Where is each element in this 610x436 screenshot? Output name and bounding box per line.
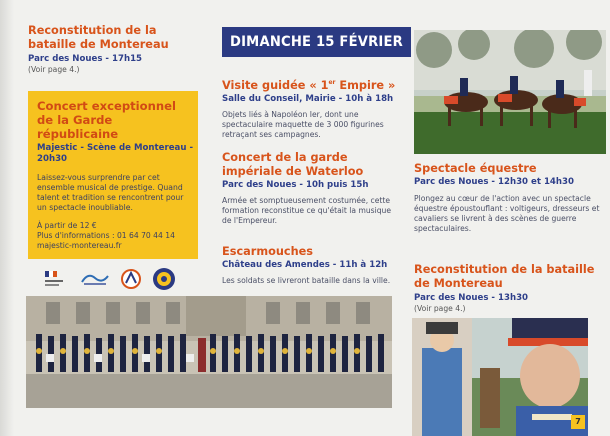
concert-title: Concert exceptionnel de la Garde républicaine: [37, 99, 176, 141]
waterloo-title: Concert de la garde impériale de Waterloo: [222, 151, 364, 178]
event-guided-tour: [222, 76, 402, 140]
event-equestrian-show: [414, 162, 600, 234]
tour-subtitle: Salle du Conseil, Mairie - 10h à 18h: [222, 93, 394, 104]
event-battle-reenactment-1: [28, 24, 204, 75]
tour-title: Visite guidée « 1er Empire »: [222, 78, 396, 92]
equestrian-subtitle: Parc des Noues - 12h30 et 14h30: [414, 177, 574, 187]
skirmish-subtitle: Château des Amendes - 11h à 12h: [222, 260, 388, 270]
cavalry-photo: [414, 30, 606, 154]
soldier-closeup-photo: [412, 318, 588, 436]
event-note: (Voir page 4.): [28, 65, 80, 74]
event-skirmishes: [222, 245, 402, 286]
event-waterloo-concert: [222, 151, 402, 226]
equestrian-description: Plongez au cœur de l'action avec un spectacle équestre époustouflant : voltigeurs, dresseurs et cavaliers se livrent à des scènes de guerre spectaculaires.: [414, 194, 600, 233]
page-number: 7: [571, 415, 585, 429]
garde-republicaine-logo: [152, 268, 176, 290]
concert-price: À partir de 12 €: [37, 221, 97, 230]
tour-description: Objets liés à Napoléon Ier, dont une spectaculaire maquette de 3 000 figurines retraçant ses campagnes.: [222, 109, 384, 139]
ministere-logo: [44, 268, 70, 290]
waterloo-description: Armée et somptueusement costumée, cette formation reconstitue ce qu'était la musique de l'Empereur.: [222, 196, 392, 225]
concert-info: Plus d'informations : 01 64 70 44 14: [37, 231, 175, 240]
montereau-logo: [80, 268, 110, 290]
page-fold-shadow: [0, 0, 14, 436]
date-banner: DIMANCHE 15 FÉVRIER: [222, 27, 411, 57]
waterloo-subtitle: Parc des Noues - 10h puis 15h: [222, 180, 369, 190]
concert-website[interactable]: majestic-montereau.fr: [37, 241, 122, 250]
skirmish-title: Escarmouches: [222, 245, 314, 258]
concert-subtitle: Majestic - Scène de Montereau - 20h30: [37, 143, 194, 164]
battle-subtitle: Parc des Noues - 13h30: [414, 293, 529, 303]
equestrian-title: Spectacle équestre: [414, 162, 537, 175]
rc-logo: [120, 268, 142, 290]
event-battle-reenactment-2: [414, 263, 600, 314]
battle-note: (Voir page 4.): [414, 304, 466, 313]
event-subtitle: Parc des Noues - 17h15: [28, 54, 143, 64]
military-band-photo: [26, 296, 392, 408]
concert-highlight-box: [28, 91, 198, 259]
battle-title: Reconstitution de la bataille de Montereau: [414, 263, 595, 290]
concert-description: Laissez-vous surprendre par cet ensemble musical de prestige. Quand talent et tradition se rencontrent pour un spectacle inoubliable.: [37, 173, 184, 212]
event-title: Reconstitution de la bataille de Montereau: [28, 24, 169, 51]
partner-logos: [44, 265, 194, 293]
skirmish-description: Les soldats se livreront bataille dans la ville.: [222, 276, 391, 285]
